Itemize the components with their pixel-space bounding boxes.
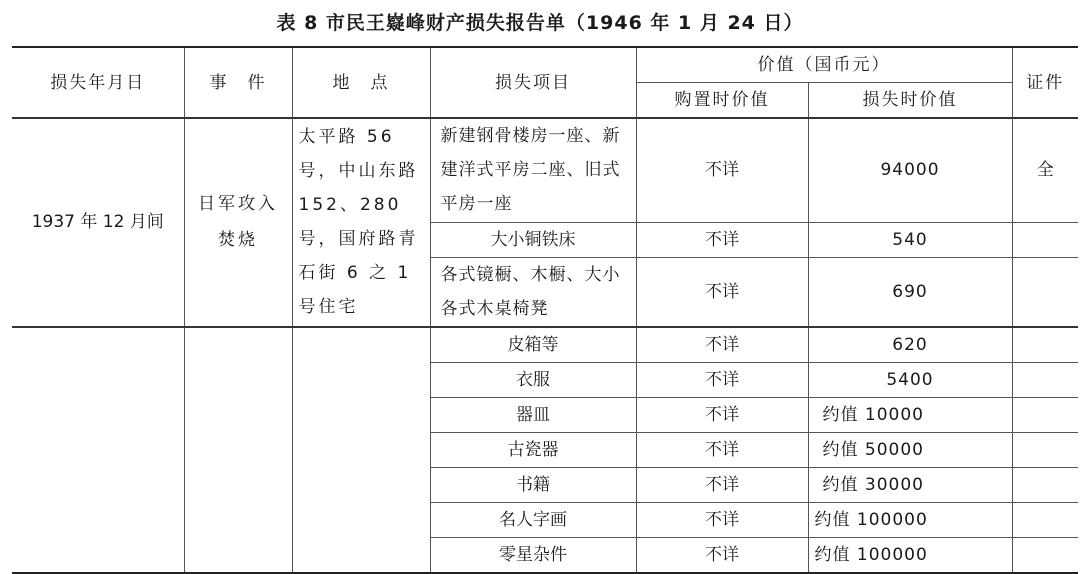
- loss-value-cell: 约值 10000: [808, 397, 1012, 432]
- table-caption: 表 8 市民王嶷峰财产损失报告单（1946 年 1 月 24 日）: [276, 12, 804, 34]
- event-cell: 日军攻入焚烧: [184, 118, 292, 327]
- date-cell: 1937 年 12 月间: [12, 118, 184, 327]
- date-cell: [12, 327, 184, 573]
- purchase-value-cell: 不详: [636, 397, 808, 432]
- header-row-1: [12, 47, 1078, 83]
- purchase-value-cell: 不详: [636, 537, 808, 573]
- item-cell: 器皿: [430, 397, 636, 432]
- loss-value-cell: 5400: [808, 362, 1012, 397]
- table-row: [12, 118, 1078, 222]
- item-cell: 古瓷器: [430, 432, 636, 467]
- purchase-value-cell: 不详: [636, 467, 808, 502]
- purchase-value-cell: 不详: [636, 502, 808, 537]
- loss-value-cell: 540: [808, 222, 1012, 257]
- table-row: [12, 327, 1078, 363]
- loss-value-cell: 约值 100000: [808, 502, 1012, 537]
- loss-value-cell: 约值 50000: [808, 432, 1012, 467]
- certificate-cell: [1012, 397, 1078, 432]
- loss-value-cell: 约值 30000: [808, 467, 1012, 502]
- header-item: 损失项目: [430, 47, 636, 118]
- purchase-value-cell: 不详: [636, 362, 808, 397]
- item-cell: 书籍: [430, 467, 636, 502]
- loss-value-cell: 620: [808, 327, 1012, 363]
- item-cell: 大小铜铁床: [430, 222, 636, 257]
- place-cell: 太平路 56 号，中山东路 152、280 号，国府路青石街 6 之 1 号住宅: [292, 118, 430, 327]
- item-cell: 衣服: [430, 362, 636, 397]
- loss-report-table: [12, 46, 1078, 574]
- loss-value-cell: 94000: [808, 118, 1012, 222]
- certificate-cell: [1012, 257, 1078, 327]
- header-place: 地 点: [292, 47, 430, 118]
- certificate-cell: [1012, 467, 1078, 502]
- item-cell: 零星杂件: [430, 537, 636, 573]
- purchase-value-cell: 不详: [636, 118, 808, 222]
- certificate-cell: [1012, 432, 1078, 467]
- certificate-cell: [1012, 327, 1078, 363]
- purchase-value-cell: 不详: [636, 432, 808, 467]
- item-cell: 各式镜橱、木橱、大小各式木桌椅凳: [430, 257, 636, 327]
- header-certificate: 证件: [1012, 47, 1078, 118]
- loss-value-cell: 690: [808, 257, 1012, 327]
- item-cell: 皮箱等: [430, 327, 636, 363]
- event-cell: [184, 327, 292, 573]
- loss-value-cell: 约值 100000: [808, 537, 1012, 573]
- item-cell: 新建钢骨楼房一座、新建洋式平房二座、旧式平房一座: [430, 118, 636, 222]
- purchase-value-cell: 不详: [636, 257, 808, 327]
- header-purchase-value: 购置时价值: [636, 83, 808, 119]
- header-date: 损失年月日: [12, 47, 184, 118]
- header-loss-value: 损失时价值: [808, 83, 1012, 119]
- certificate-cell: [1012, 362, 1078, 397]
- header-value-group: 价值（国币元）: [636, 47, 1012, 83]
- item-cell: 名人字画: [430, 502, 636, 537]
- certificate-cell: 全: [1012, 118, 1078, 222]
- purchase-value-cell: 不详: [636, 327, 808, 363]
- purchase-value-cell: 不详: [636, 222, 808, 257]
- certificate-cell: [1012, 502, 1078, 537]
- header-event: 事 件: [184, 47, 292, 118]
- certificate-cell: [1012, 537, 1078, 573]
- certificate-cell: [1012, 222, 1078, 257]
- place-cell: [292, 327, 430, 573]
